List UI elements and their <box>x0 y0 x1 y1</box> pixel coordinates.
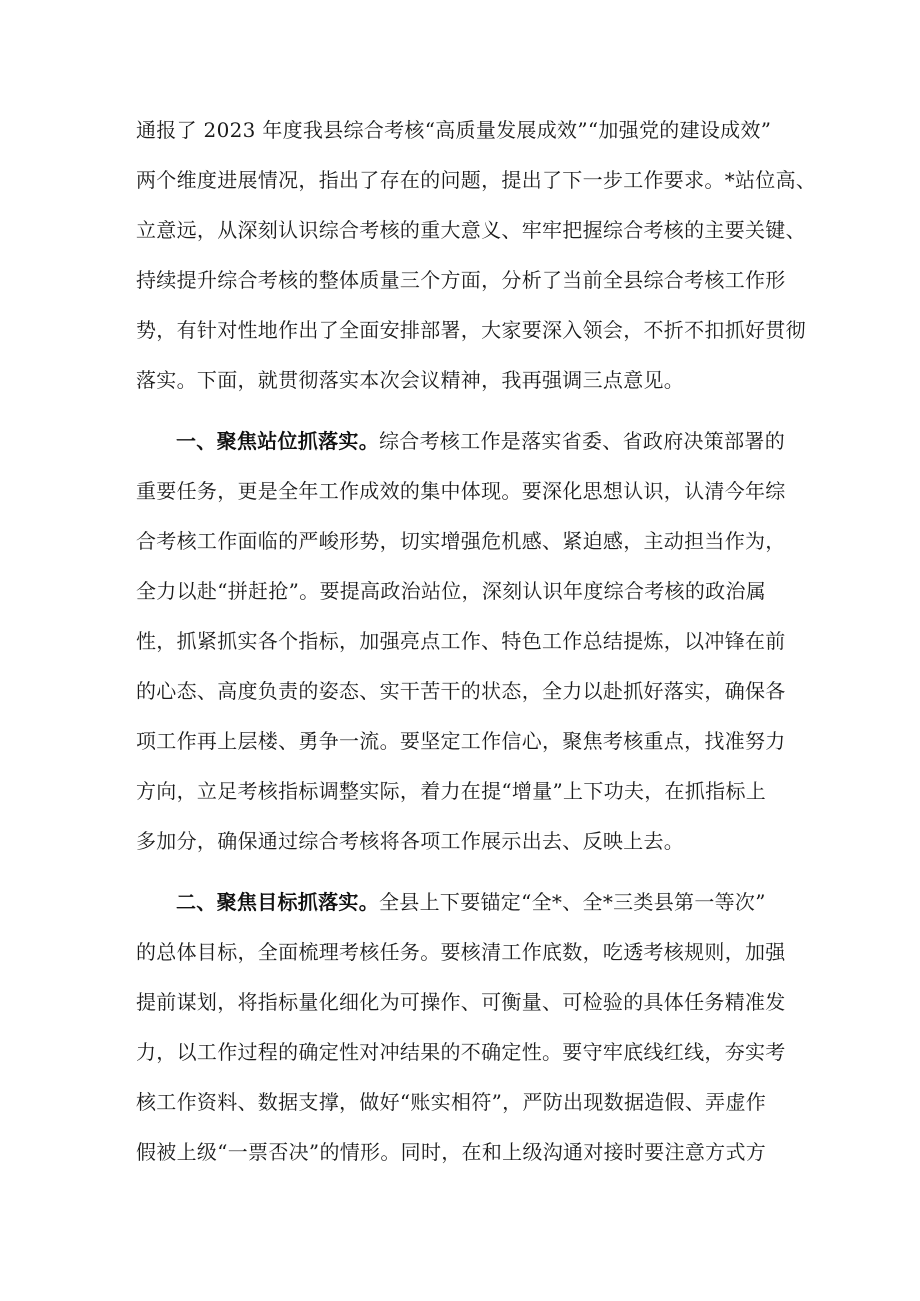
intro-line-1: 通报了 2023 年度我县综合考核“高质量发展成效”“加强党的建设成效” <box>136 118 772 142</box>
section-2-line-2: 的总体目标，全面梳理考核任务。要核清工作底数，吃透考核规则，加强 <box>136 940 786 964</box>
section-2-heading: 二、聚焦目标抓落实。 <box>176 890 379 914</box>
section-2-first-line <box>176 884 796 920</box>
intro-line-2: 两个维度进展情况，指出了存在的问题，提出了下一步工作要求。*站位高、 <box>136 168 817 192</box>
section-1-first-line <box>176 423 796 459</box>
intro-line-5: 势，有针对性地作出了全面安排部署，大家要深入领会，不折不扣抓好贯彻 <box>136 318 806 342</box>
section-1-line-9: 多加分，确保通过综合考核将各项工作展示出去、反映上去。 <box>136 829 685 853</box>
intro-line-4: 持续提升综合考核的整体质量三个方面，分析了当前全县综合考核工作形 <box>136 268 786 292</box>
section-1-line-2: 重要任务，更是全年工作成效的集中体现。要深化思想认识，认清今年综 <box>136 479 786 503</box>
intro-line-6: 落实。下面，就贯彻落实本次会议精神，我再强调三点意见。 <box>136 368 685 392</box>
section-1-line-6: 的心态、高度负责的姿态、实干苦干的状态，全力以赴抓好落实，确保各 <box>136 679 786 703</box>
section-1-heading: 一、聚焦站位抓落实。 <box>176 429 379 453</box>
section-2-first-line-text: 全县上下要锚定“全*、全*三类县第一等次” <box>379 890 766 914</box>
section-2-line-6: 假被上级“一票否决”的情形。同时，在和上级沟通对接时要注意方式方 <box>136 1140 767 1164</box>
section-2-line-4: 力，以工作过程的确定性对冲结果的不确定性。要守牢底线红线，夯实考 <box>136 1040 786 1064</box>
section-1-line-4: 全力以赴“拼赶抢”。要提高政治站位，深刻认识年度综合考核的政治属 <box>136 579 767 603</box>
section-1-first-line-text: 综合考核工作是落实省委、省政府决策部署的 <box>379 429 785 453</box>
section-2-line-3: 提前谋划，将指标量化细化为可操作、可衡量、可检验的具体任务精准发 <box>136 990 786 1014</box>
section-1-line-3: 合考核工作面临的严峻形势，切实增强危机感、紧迫感，主动担当作为， <box>136 529 786 553</box>
intro-line-3: 立意远，从深刻认识综合考核的重大意义、牢牢把握综合考核的主要关键、 <box>136 218 806 242</box>
section-1-line-8: 方向，立足考核指标调整实际，着力在提“增量”上下功夫，在抓指标上 <box>136 779 767 803</box>
section-1-line-5: 性，抓紧抓实各个指标，加强亮点工作、特色工作总结提炼，以冲锋在前 <box>136 629 786 653</box>
section-1-line-7: 项工作再上层楼、勇争一流。要坚定工作信心，聚焦考核重点，找准努力 <box>136 729 786 753</box>
section-2-line-5: 核工作资料、数据支撑，做好“账实相符”，严防出现数据造假、弄虚作 <box>136 1090 767 1114</box>
